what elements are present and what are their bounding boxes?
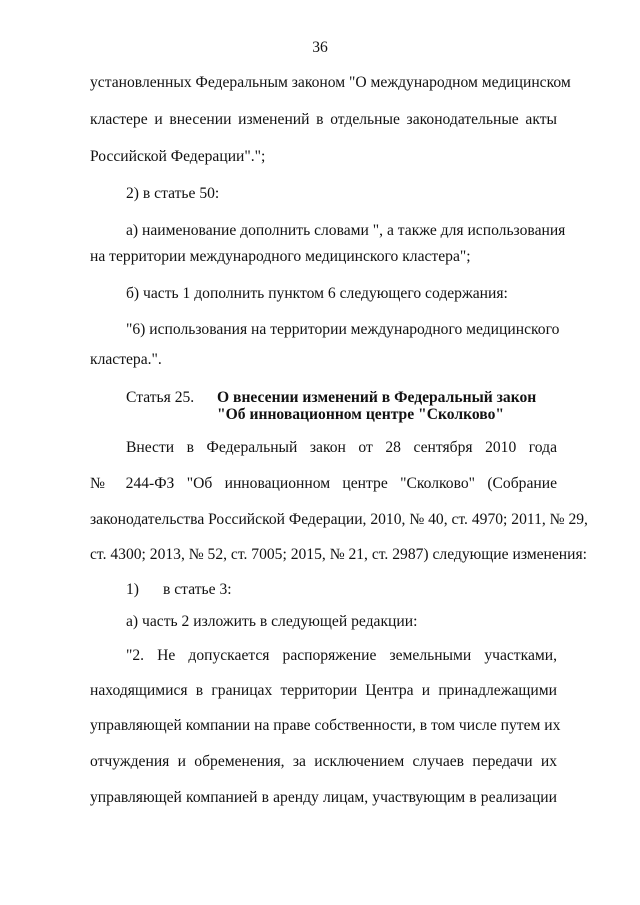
page-number: 36 <box>312 39 328 56</box>
text-line: а) часть 2 изложить в следующей редакции: <box>126 613 418 630</box>
article-title-line1: О внесении изменений в Федеральный закон <box>217 389 537 406</box>
text-line: 2) в статье 50: <box>126 185 220 202</box>
text-line: б) часть 1 дополнить пунктом 6 следующего содержания: <box>126 285 508 302</box>
article-label: Статья 25. <box>126 389 195 406</box>
text-line: на территории международного медицинского кластера"; <box>90 248 471 265</box>
text-line: кластере и внесении изменений в отдельные законодательные акты <box>90 111 557 128</box>
body-line: № 244-ФЗ "Об инновационном центре "Сколково" (Собрание <box>90 475 557 492</box>
text-line: управляющей компанией в аренду лицам, участвующим в реализации <box>90 789 557 806</box>
text-line: установленных Федеральным законом "О международном медицинском <box>90 74 571 91</box>
article-title-line2: "Об инновационном центре "Сколково" <box>217 406 505 423</box>
text-line: "6) использования на территории международного медицинского <box>126 321 560 338</box>
text-line: находящимися в границах территории Центра и принадлежащими <box>90 682 557 699</box>
item-number: 1) <box>126 581 139 598</box>
text-line: управляющей компании на праве собственности, в том числе путем их <box>90 717 561 734</box>
body-line: Внести в Федеральный закон от 28 сентября 2010 года <box>126 439 557 456</box>
text-line: Российской Федерации"."; <box>90 148 266 165</box>
text-line: "2. Не допускается распоряжение земельными участками, <box>126 647 557 664</box>
item-text: в статье 3: <box>163 581 232 598</box>
text-line: кластера.". <box>90 351 162 368</box>
body-line: законодательства Российской Федерации, 2010, № 40, ст. 4970; 2011, № 29, <box>90 511 588 528</box>
text-line: а) наименование дополнить словами ", а также для использования <box>126 222 566 239</box>
text-line: отчуждения и обременения, за исключением случаев передачи их <box>90 753 557 770</box>
body-line: ст. 4300; 2013, № 52, ст. 7005; 2015, № 21, ст. 2987) следующие изменения: <box>90 546 588 563</box>
